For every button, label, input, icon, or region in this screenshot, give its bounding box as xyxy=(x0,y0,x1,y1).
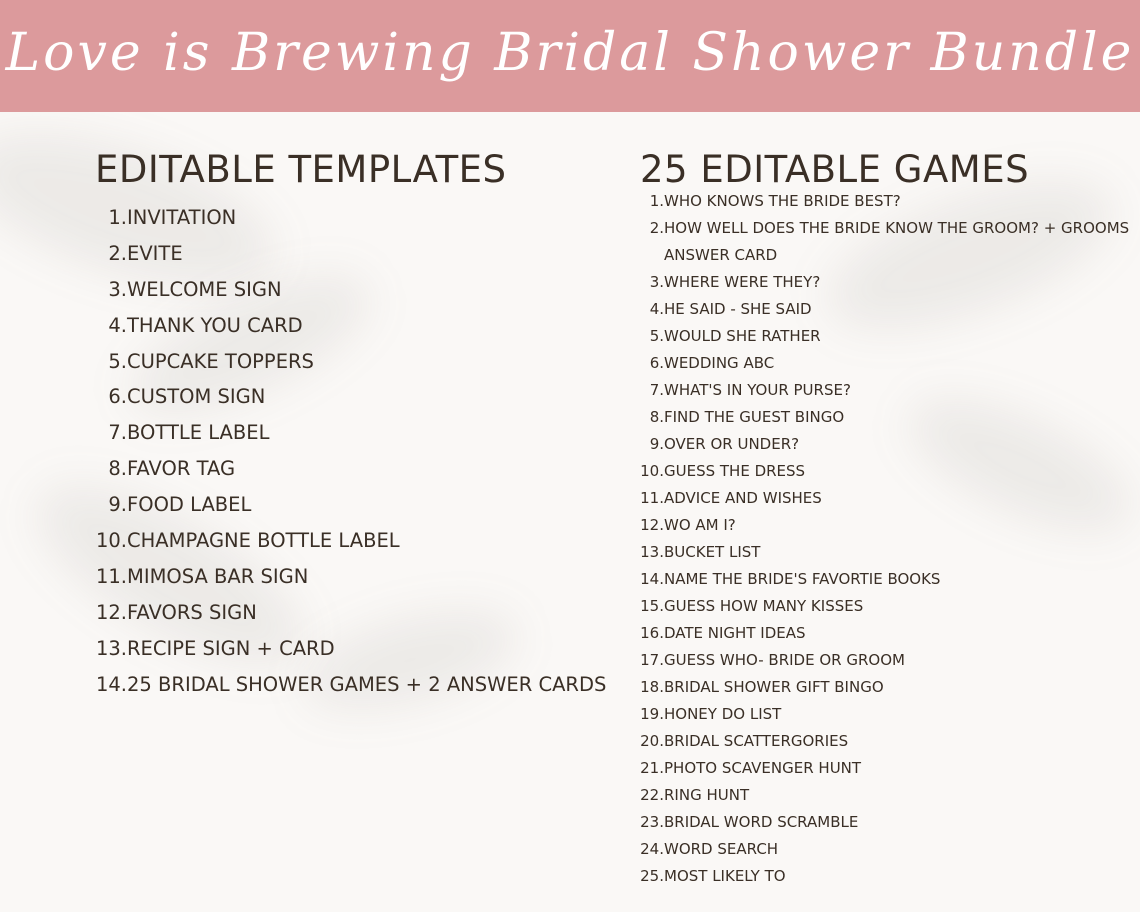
game-item xyxy=(640,836,1135,863)
list-number: 16. xyxy=(640,624,664,642)
list-item-text: DATE NIGHT IDEAS xyxy=(664,624,806,642)
templates-heading: EDITABLE TEMPLATES xyxy=(95,148,507,191)
template-item xyxy=(95,415,625,451)
template-item xyxy=(95,308,625,344)
list-number: 14. xyxy=(640,570,664,588)
template-item xyxy=(95,523,625,559)
game-item xyxy=(640,728,1135,755)
list-item-text: BUCKET LIST xyxy=(664,543,761,561)
list-number: 7. xyxy=(649,381,664,399)
template-item xyxy=(95,272,625,308)
list-item-text: WO AM I? xyxy=(664,516,736,534)
game-item xyxy=(640,620,1135,647)
list-item-text: FAVOR TAG xyxy=(127,457,236,481)
list-item-text: WORD SEARCH xyxy=(664,840,779,858)
list-item-text: BRIDAL SHOWER GIFT BINGO xyxy=(664,678,884,696)
template-item xyxy=(95,236,625,272)
template-item xyxy=(95,559,625,595)
game-item xyxy=(640,485,1135,512)
list-number: 18. xyxy=(640,678,664,696)
list-item-text: WELCOME SIGN xyxy=(127,277,282,301)
list-item-text: GUESS HOW MANY KISSES xyxy=(664,597,864,615)
list-number: 7. xyxy=(108,421,127,445)
list-number: 6. xyxy=(108,385,127,409)
game-item xyxy=(640,674,1135,701)
list-number: 13. xyxy=(95,636,127,660)
list-number: 24. xyxy=(640,840,664,858)
template-item xyxy=(95,667,625,703)
list-item-text: FOOD LABEL xyxy=(127,493,252,517)
list-item-text: WEDDING ABC xyxy=(664,354,775,372)
list-item-text: RECIPE SIGN + CARD xyxy=(127,636,335,660)
game-item xyxy=(640,755,1135,782)
list-number: 23. xyxy=(640,813,664,831)
game-item xyxy=(640,566,1135,593)
list-number: 5. xyxy=(108,349,127,373)
list-number: 6. xyxy=(649,354,664,372)
template-item xyxy=(95,379,625,415)
list-item-text: MOST LIKELY TO xyxy=(664,867,786,885)
list-item-text: WOULD SHE RATHER xyxy=(664,327,821,345)
list-item-text: HONEY DO LIST xyxy=(664,705,782,723)
list-number: 3. xyxy=(108,277,127,301)
game-item xyxy=(640,269,1135,296)
list-number: 4. xyxy=(649,300,664,318)
list-item-text: OVER OR UNDER? xyxy=(664,435,800,453)
list-item-text: WHO KNOWS THE BRIDE BEST? xyxy=(664,192,901,210)
list-number: 2. xyxy=(108,241,127,265)
list-number: 12. xyxy=(95,600,127,624)
list-number: 12. xyxy=(640,516,664,534)
game-item xyxy=(640,377,1135,404)
list-item-text: WHAT'S IN YOUR PURSE? xyxy=(664,381,851,399)
list-number: 19. xyxy=(640,705,664,723)
list-item-text: WHERE WERE THEY? xyxy=(664,273,821,291)
game-item xyxy=(640,539,1135,566)
list-item-text: BOTTLE LABEL xyxy=(127,421,270,445)
list-item-text: NAME THE BRIDE'S FAVORTIE BOOKS xyxy=(664,570,941,588)
list-item-text: HE SAID - SHE SAID xyxy=(664,300,812,318)
list-number: 5. xyxy=(649,327,664,345)
game-item xyxy=(640,647,1135,674)
template-item xyxy=(95,631,625,667)
games-list xyxy=(640,188,1135,890)
game-item xyxy=(640,296,1135,323)
list-number: 10. xyxy=(95,529,127,553)
list-item-text: ADVICE AND WISHES xyxy=(664,489,822,507)
game-item xyxy=(640,431,1135,458)
list-item-text: CUSTOM SIGN xyxy=(127,385,266,409)
list-number: 22. xyxy=(640,786,664,804)
list-item-text: FAVORS SIGN xyxy=(127,600,257,624)
template-item xyxy=(95,451,625,487)
list-item-text: HOW WELL DOES THE BRIDE KNOW THE GROOM? + GROOMS ANSWER CARD xyxy=(664,219,1130,264)
template-item xyxy=(95,200,625,236)
list-number: 10. xyxy=(640,462,664,480)
list-item-text: MIMOSA BAR SIGN xyxy=(127,564,309,588)
list-item-text: INVITATION xyxy=(127,206,237,229)
list-number: 17. xyxy=(640,651,664,669)
list-item-text: FIND THE GUEST BINGO xyxy=(664,408,845,426)
list-number: 8. xyxy=(649,408,664,426)
list-number: 14. xyxy=(95,672,127,696)
list-number: 3. xyxy=(649,273,664,291)
template-item xyxy=(95,344,625,380)
game-item xyxy=(640,809,1135,836)
list-number: 11. xyxy=(95,564,127,588)
list-number: 2. xyxy=(649,219,664,237)
game-item xyxy=(640,512,1135,539)
game-item xyxy=(640,782,1135,809)
banner-title: Love is Brewing Bridal Shower Bundle xyxy=(5,23,1135,83)
list-number: 25. xyxy=(640,867,664,885)
list-number: 11. xyxy=(640,489,664,507)
game-item xyxy=(640,188,1135,215)
list-item-text: CHAMPAGNE BOTTLE LABEL xyxy=(127,529,400,553)
games-heading: 25 EDITABLE GAMES xyxy=(640,148,1030,191)
list-item-text: GUESS THE DRESS xyxy=(664,462,806,480)
game-item xyxy=(640,863,1135,890)
list-number: 8. xyxy=(108,457,127,481)
list-number: 9. xyxy=(649,435,664,453)
list-number: 1. xyxy=(108,206,127,229)
game-item xyxy=(640,323,1135,350)
templates-list xyxy=(95,200,625,702)
template-item xyxy=(95,595,625,631)
list-number: 13. xyxy=(640,543,664,561)
list-number: 9. xyxy=(108,493,127,517)
game-item xyxy=(640,350,1135,377)
list-number: 15. xyxy=(640,597,664,615)
template-item xyxy=(95,487,625,523)
list-item-text: PHOTO SCAVENGER HUNT xyxy=(664,759,862,777)
game-item xyxy=(640,593,1135,620)
list-item-text: THANK YOU CARD xyxy=(127,313,303,337)
list-item-text: EVITE xyxy=(127,241,183,265)
list-item-text: BRIDAL WORD SCRAMBLE xyxy=(664,813,859,831)
game-item xyxy=(640,458,1135,485)
list-number: 20. xyxy=(640,732,664,750)
game-item xyxy=(640,404,1135,431)
list-number: 21. xyxy=(640,759,664,777)
list-item-text: GUESS WHO- BRIDE OR GROOM xyxy=(664,651,905,669)
game-item xyxy=(640,215,1135,269)
list-number: 1. xyxy=(649,192,664,210)
game-item xyxy=(640,701,1135,728)
list-item-text: BRIDAL SCATTERGORIES xyxy=(664,732,849,750)
list-item-text: RING HUNT xyxy=(664,786,750,804)
list-item-text: 25 BRIDAL SHOWER GAMES + 2 ANSWER CARDS xyxy=(127,672,607,696)
list-number: 4. xyxy=(108,313,127,337)
title-banner xyxy=(0,0,1140,112)
list-item-text: CUPCAKE TOPPERS xyxy=(127,349,314,373)
